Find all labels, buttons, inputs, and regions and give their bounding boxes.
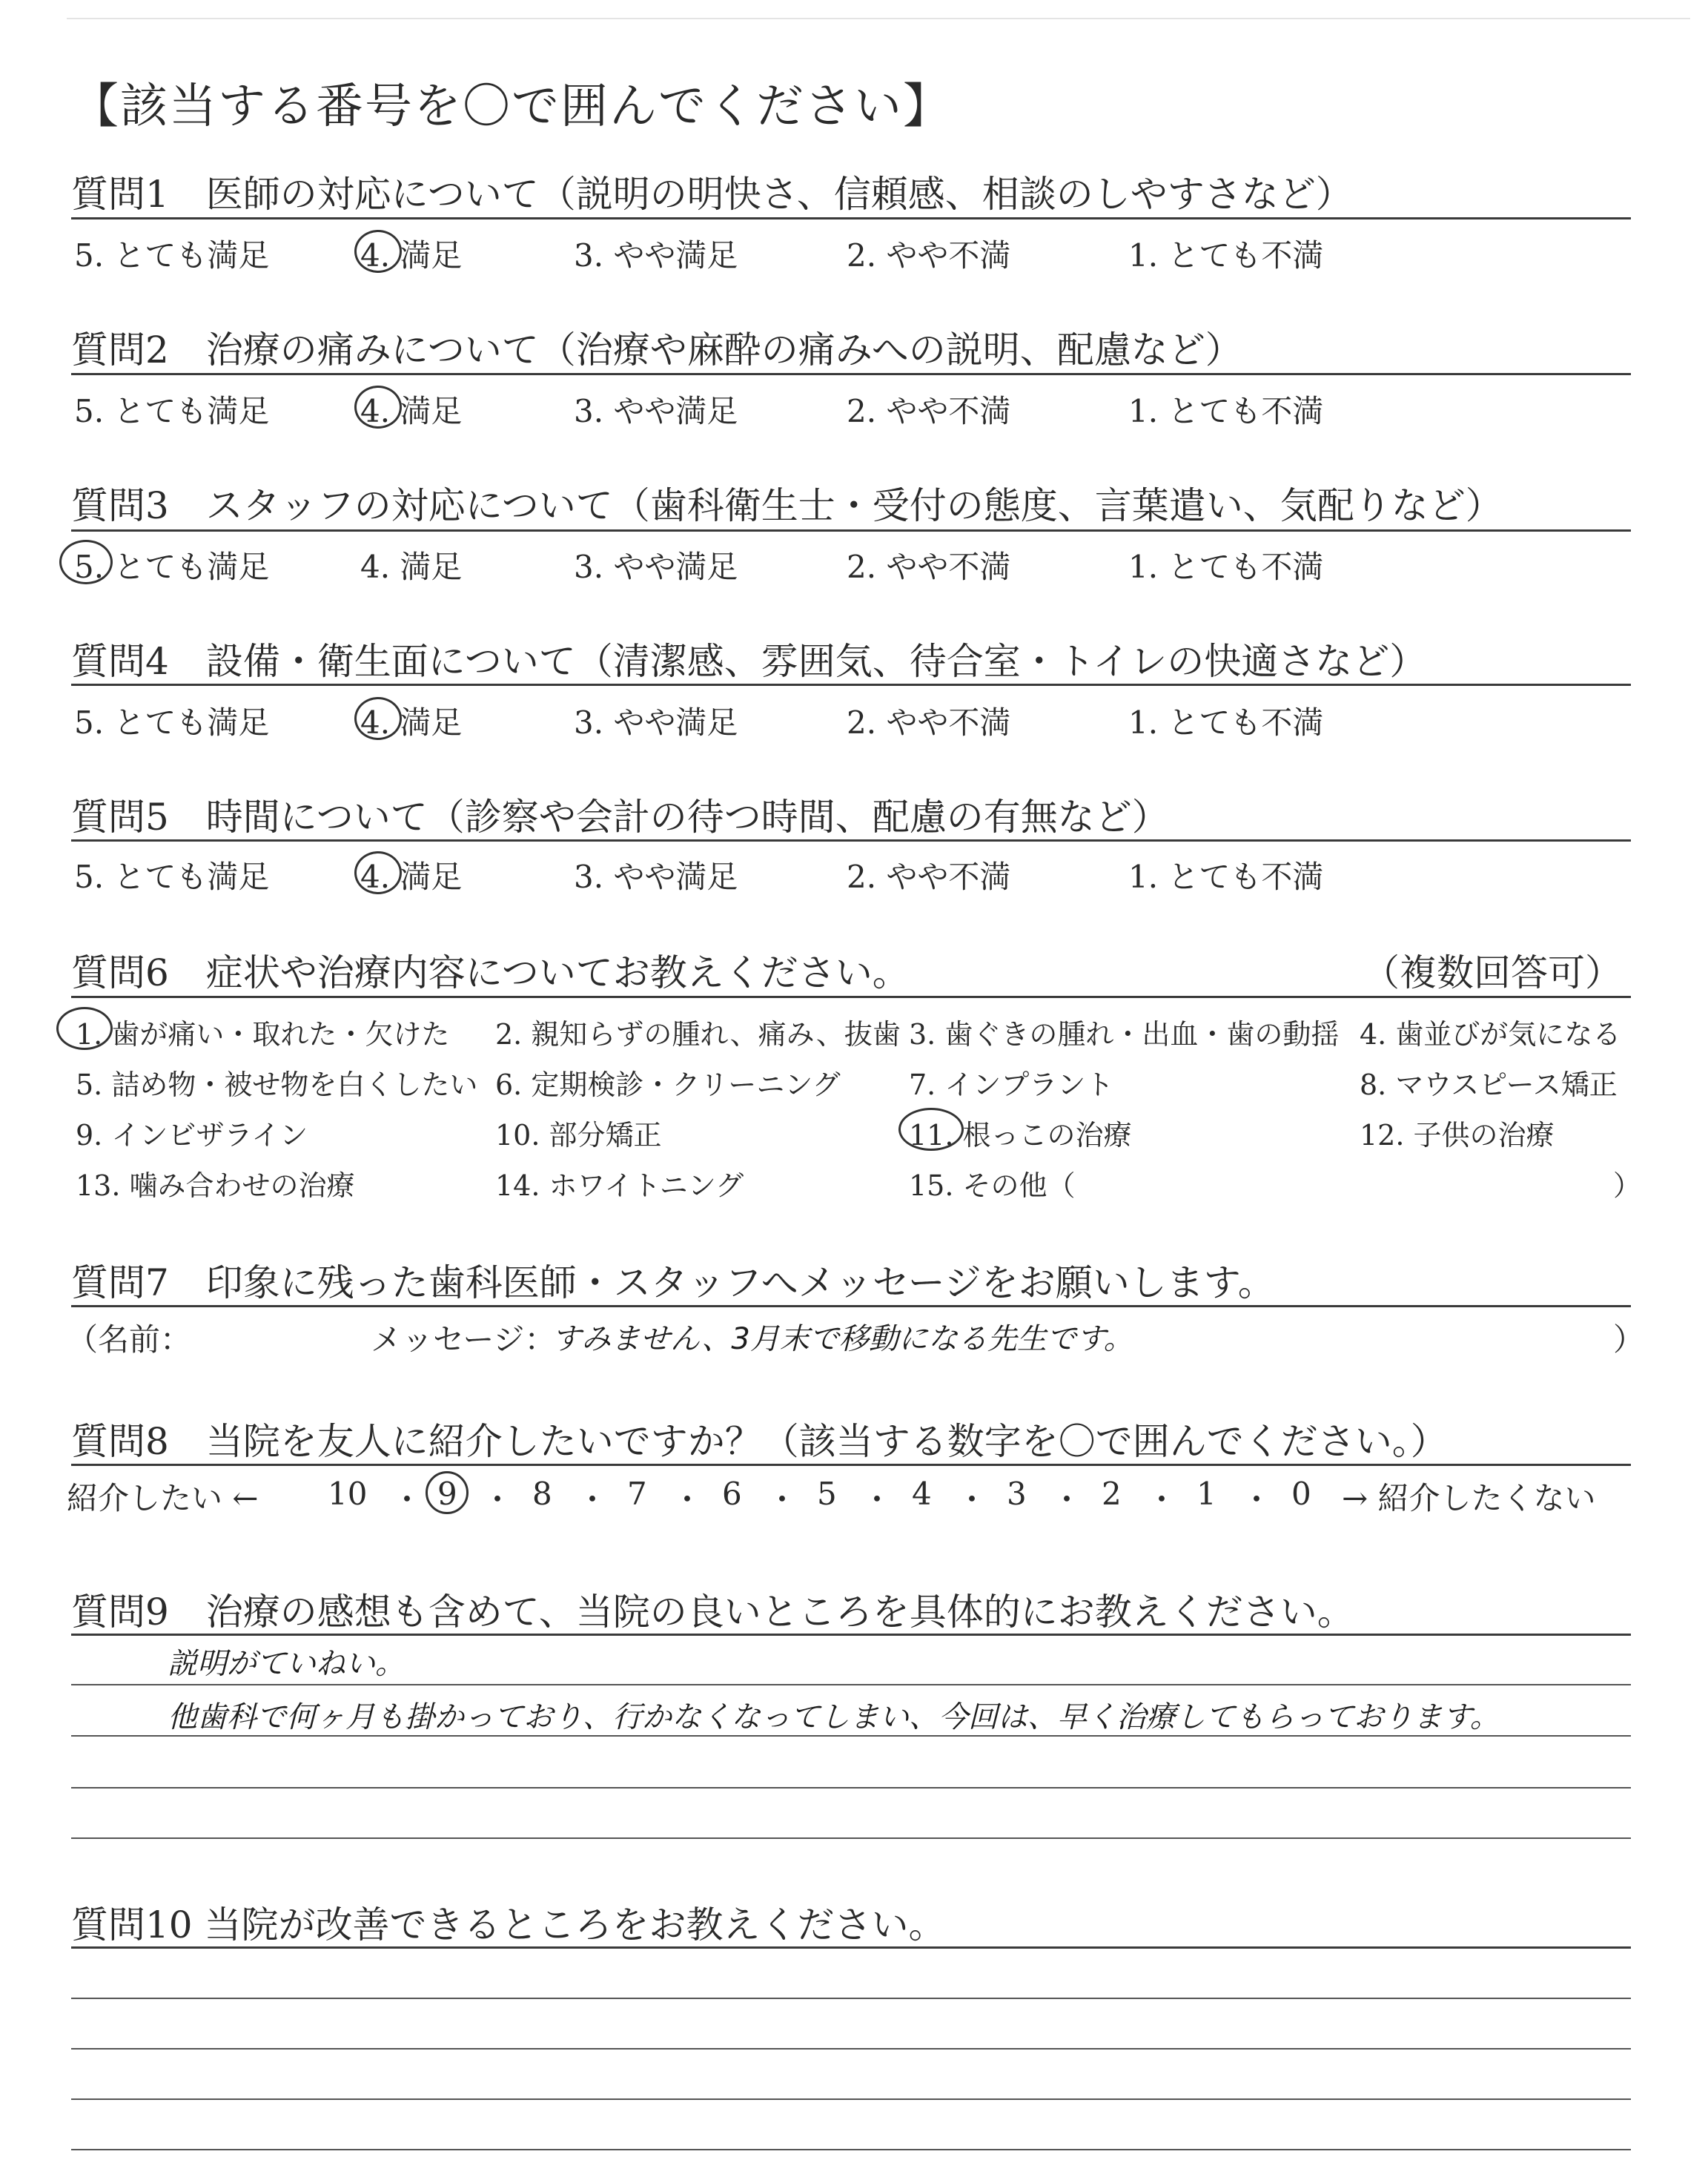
q5-option-1[interactable]: 1. とても不満 bbox=[1128, 859, 1324, 895]
q8-dot: ・ bbox=[861, 1482, 893, 1518]
q6-item-12[interactable]: 12. 子供の治療 bbox=[1360, 1119, 1555, 1152]
q1-option-5[interactable]: 5. とても満足 bbox=[74, 237, 270, 274]
q10-title: 質問10 当院が改善できるところをお教えください。 bbox=[71, 1903, 946, 1946]
q4-option-4[interactable]: 4. 満足 bbox=[360, 704, 463, 741]
q8-score-2[interactable]: 2 bbox=[1102, 1476, 1122, 1512]
q7-message-handwritten: すみません、3月末で移動になる先生です。 bbox=[552, 1322, 1133, 1356]
q8-dot: ・ bbox=[956, 1482, 988, 1518]
q8-dot: ・ bbox=[1051, 1482, 1083, 1518]
q8-score-4[interactable]: 4 bbox=[912, 1476, 932, 1512]
q8-score-1[interactable]: 1 bbox=[1196, 1476, 1217, 1512]
q2-option-1[interactable]: 1. とても不満 bbox=[1128, 393, 1324, 429]
q6-item-11[interactable]: 11. 根っこの治療 bbox=[909, 1119, 1132, 1152]
q10-answer-line bbox=[71, 2048, 1631, 2050]
q5-option-4[interactable]: 4. 満足 bbox=[360, 859, 463, 895]
q6-item-3[interactable]: 3. 歯ぐきの腫れ・出血・歯の動揺 bbox=[909, 1018, 1340, 1051]
q8-score-10[interactable]: 10 bbox=[328, 1476, 368, 1512]
q8-dot: ・ bbox=[672, 1482, 704, 1518]
q3-title: 質問3 スタッフの対応について（歯科衛生士・受付の態度、言葉遣い、気配りなど） bbox=[71, 484, 1503, 527]
q6-rule bbox=[71, 996, 1631, 998]
q5-option-2[interactable]: 2. やや不満 bbox=[847, 859, 1011, 895]
q6-item-9[interactable]: 9. インビザライン bbox=[76, 1119, 308, 1152]
q6-item-15[interactable]: 15. その他（ bbox=[909, 1169, 1076, 1202]
q2-rule bbox=[71, 373, 1631, 375]
q10-answer-line bbox=[71, 2098, 1631, 2100]
q9-answer-line bbox=[71, 1787, 1631, 1789]
q8-score-0[interactable]: 0 bbox=[1291, 1476, 1311, 1512]
q6-item-1[interactable]: 1. 歯が痛い・取れた・欠けた bbox=[76, 1018, 450, 1051]
q7-name-label: （名前： bbox=[67, 1321, 192, 1358]
q8-dot: ・ bbox=[1241, 1482, 1273, 1518]
q6-item-14[interactable]: 14. ホワイトニング bbox=[495, 1169, 744, 1202]
q9-answer-line bbox=[71, 1684, 1631, 1685]
q3-option-3[interactable]: 3. やや満足 bbox=[574, 549, 738, 585]
q9-answer-line-2: 他歯科で何ヶ月も掛かっており、行かなくなってしまい、今回は、早く治療してもらっております。 bbox=[168, 1700, 1500, 1734]
q5-rule bbox=[71, 839, 1631, 842]
q6-item-10[interactable]: 10. 部分矯正 bbox=[495, 1119, 662, 1152]
q3-option-1[interactable]: 1. とても不満 bbox=[1128, 549, 1324, 585]
q7-close: ） bbox=[1613, 1321, 1645, 1358]
q10-answer-line bbox=[71, 1998, 1631, 1999]
q9-answer-line-1: 説明がていねい。 bbox=[168, 1647, 405, 1681]
q1-option-2[interactable]: 2. やや不満 bbox=[847, 237, 1011, 274]
q10-rule bbox=[71, 1946, 1631, 1949]
q8-score-9[interactable]: 9 bbox=[437, 1476, 457, 1512]
q2-option-3[interactable]: 3. やや満足 bbox=[574, 393, 738, 429]
q5-selection-circle bbox=[354, 851, 402, 894]
q6-selection-circle-1 bbox=[56, 1007, 113, 1050]
q6-item-5[interactable]: 5. 詰め物・被せ物を白くしたい bbox=[76, 1069, 478, 1101]
scan-edge bbox=[67, 18, 1690, 19]
q5-title: 質問5 時間について（診察や会計の待つ時間、配慮の有無など） bbox=[71, 796, 1169, 839]
q2-option-2[interactable]: 2. やや不満 bbox=[847, 393, 1011, 429]
q8-dot: ・ bbox=[577, 1482, 609, 1518]
q6-item-2[interactable]: 2. 親知らずの腫れ、痛み、抜歯 bbox=[495, 1018, 901, 1051]
q3-option-5[interactable]: 5. とても満足 bbox=[74, 549, 270, 585]
q4-rule bbox=[71, 684, 1631, 686]
q3-selection-circle bbox=[59, 540, 113, 584]
q8-dot: ・ bbox=[391, 1482, 423, 1518]
q9-title: 質問9 治療の感想も含めて、当院の良いところを具体的にお教えください。 bbox=[71, 1591, 1354, 1634]
q6-item-15-close: ） bbox=[1613, 1169, 1642, 1202]
q6-note: （複数回答可） bbox=[1363, 951, 1622, 994]
q7-title: 質問7 印象に残った歯科医師・スタッフへメッセージをお願いします。 bbox=[71, 1261, 1275, 1304]
q1-title: 質問1 医師の対応について（説明の明快さ、信頼感、相談のしやすさなど） bbox=[71, 173, 1353, 216]
q8-right-label: → 紹介したくない bbox=[1342, 1480, 1596, 1516]
q9-rule bbox=[71, 1634, 1631, 1636]
q10-answer-line bbox=[71, 2149, 1631, 2150]
q4-option-2[interactable]: 2. やや不満 bbox=[847, 704, 1011, 741]
q6-item-13[interactable]: 13. 噛み合わせの治療 bbox=[76, 1169, 355, 1202]
q8-score-6[interactable]: 6 bbox=[722, 1476, 742, 1512]
q2-title: 質問2 治療の痛みについて（治療や麻酔の痛みへの説明、配慮など） bbox=[71, 328, 1242, 371]
q3-option-2[interactable]: 2. やや不満 bbox=[847, 549, 1011, 585]
q8-dot: ・ bbox=[482, 1482, 514, 1518]
q9-answer-line bbox=[71, 1735, 1631, 1737]
q7-message-label: メッセージ： bbox=[371, 1321, 556, 1358]
q6-item-4[interactable]: 4. 歯並びが気になる bbox=[1360, 1018, 1621, 1051]
q6-item-7[interactable]: 7. インプラント bbox=[909, 1069, 1114, 1101]
q6-item-6[interactable]: 6. 定期検診・クリーニング bbox=[495, 1069, 841, 1101]
q2-option-5[interactable]: 5. とても満足 bbox=[74, 393, 270, 429]
q8-left-label: 紹介したい ← bbox=[67, 1480, 259, 1516]
q8-title: 質問8 当院を友人に紹介したいですか？（該当する数字を〇で囲んでください。） bbox=[71, 1420, 1448, 1463]
q8-dot: ・ bbox=[767, 1482, 798, 1518]
q9-answer-line bbox=[71, 1837, 1631, 1839]
q8-selection-circle bbox=[426, 1471, 469, 1514]
q1-option-3[interactable]: 3. やや満足 bbox=[574, 237, 738, 274]
q4-selection-circle bbox=[354, 697, 402, 740]
q8-score-5[interactable]: 5 bbox=[817, 1476, 837, 1512]
page-title: 【該当する番号を〇で囲んでください】 bbox=[71, 79, 952, 134]
q8-dot: ・ bbox=[1146, 1482, 1178, 1518]
q3-option-4[interactable]: 4. 満足 bbox=[360, 549, 463, 585]
q1-option-1[interactable]: 1. とても不満 bbox=[1128, 237, 1324, 274]
q7-rule bbox=[71, 1305, 1631, 1307]
q4-title: 質問4 設備・衛生面について（清潔感、雰囲気、待合室・トイレの快適さなど） bbox=[71, 640, 1427, 683]
q6-selection-circle-11 bbox=[898, 1108, 964, 1151]
q8-score-7[interactable]: 7 bbox=[627, 1476, 647, 1512]
q4-option-5[interactable]: 5. とても満足 bbox=[74, 704, 270, 741]
q5-option-5[interactable]: 5. とても満足 bbox=[74, 859, 270, 895]
q4-option-3[interactable]: 3. やや満足 bbox=[574, 704, 738, 741]
q6-title: 質問6 症状や治療内容についてお教えください。 bbox=[71, 951, 910, 994]
q8-score-3[interactable]: 3 bbox=[1007, 1476, 1027, 1512]
q3-rule bbox=[71, 529, 1631, 532]
q2-selection-circle bbox=[354, 386, 402, 429]
q1-selection-circle bbox=[354, 230, 402, 273]
q4-option-1[interactable]: 1. とても不満 bbox=[1128, 704, 1324, 741]
q8-score-8[interactable]: 8 bbox=[532, 1476, 552, 1512]
q1-rule bbox=[71, 217, 1631, 219]
q6-item-8[interactable]: 8. マウスピース矯正 bbox=[1360, 1069, 1618, 1101]
q5-option-3[interactable]: 3. やや満足 bbox=[574, 859, 738, 895]
q1-option-4[interactable]: 4. 満足 bbox=[360, 237, 463, 274]
q8-rule bbox=[71, 1464, 1631, 1466]
q2-option-4[interactable]: 4. 満足 bbox=[360, 393, 463, 429]
